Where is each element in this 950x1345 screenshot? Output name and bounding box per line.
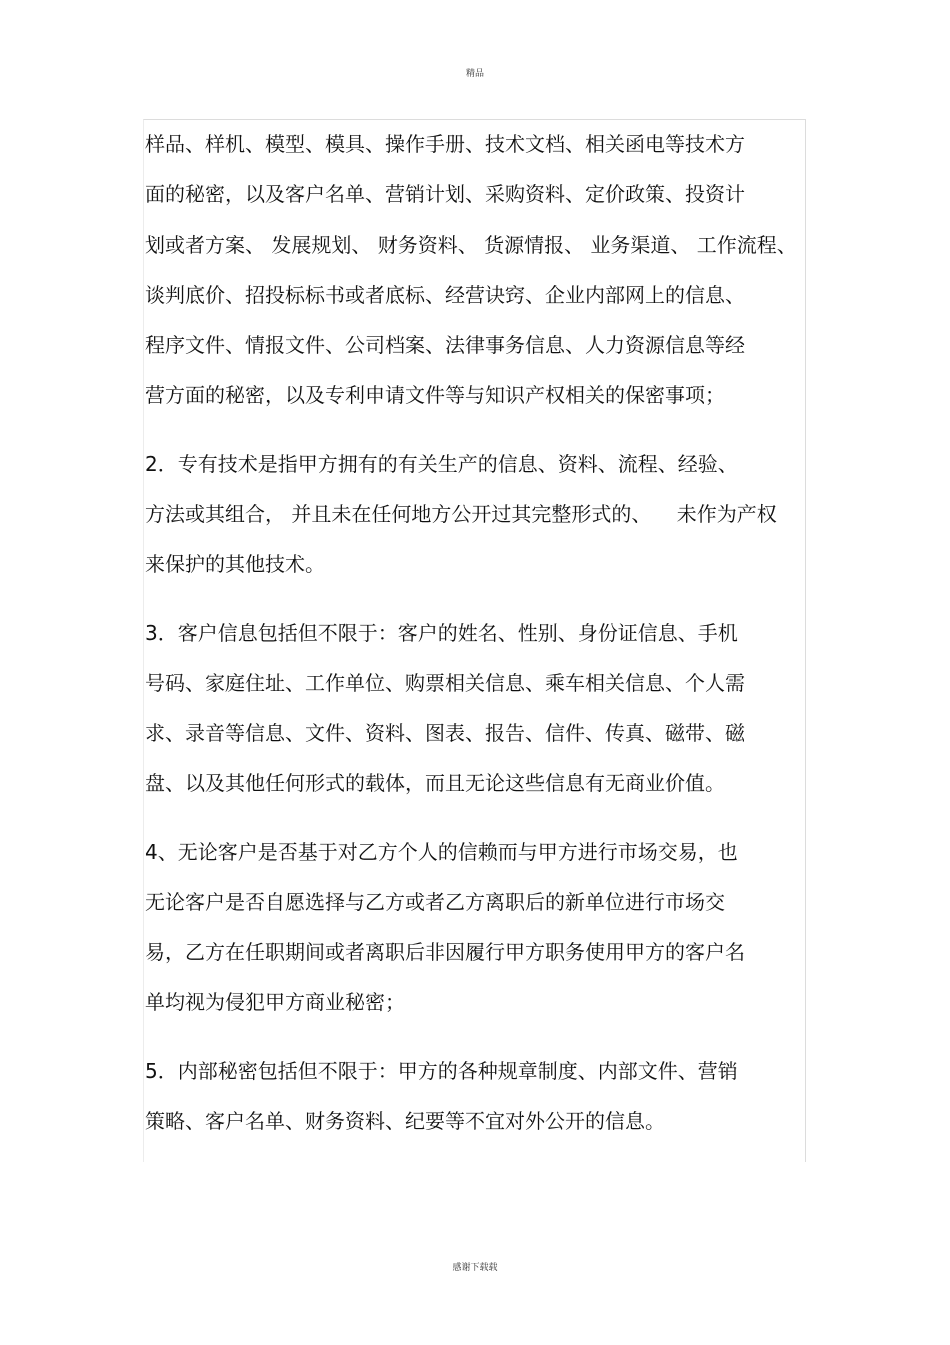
text-line: 方法或其组合， 并且未在任何地方公开过其完整形式的、 未作为产权 — [145, 502, 777, 526]
text-line: 2．专有技术是指甲方拥有的有关生产的信息、资料、流程、经验、 — [145, 452, 738, 476]
text-line: 单均视为侵犯甲方商业秘密； — [145, 990, 405, 1014]
text-line: 面的秘密，以及客户名单、营销计划、采购资料、定价政策、投资计 — [145, 182, 745, 206]
text-line: 盘、以及其他任何形式的载体，而且无论这些信息有无商业价值。 — [145, 771, 725, 795]
text-line: 号码、家庭住址、工作单位、购票相关信息、乘车相关信息、个人需 — [145, 671, 745, 695]
text-line: 求、录音等信息、文件、资料、图表、报告、信件、传真、磁带、磁 — [145, 721, 745, 745]
text-line: 策略、客户名单、财务资料、纪要等不宜对外公开的信息。 — [145, 1109, 665, 1133]
text-line: 划或者方案、 发展规划、 财务资料、 货源情报、 业务渠道、 工作流程、 — [145, 233, 797, 257]
text-line: 营方面的秘密，以及专利申请文件等与知识产权相关的保密事项； — [145, 383, 725, 407]
text-line: 4、无论客户是否基于对乙方个人的信赖而与甲方进行市场交易，也 — [145, 840, 738, 864]
page-header: 精品 — [465, 69, 484, 79]
text-line: 谈判底价、招投标标书或者底标、经营诀窍、企业内部网上的信息、 — [145, 283, 745, 307]
text-line: 程序文件、情报文件、公司档案、法律事务信息、人力资源信息等经 — [145, 333, 745, 357]
page-footer: 感谢下载载 — [452, 1263, 498, 1273]
text-line: 来保护的其他技术。 — [145, 552, 325, 576]
text-line: 样品、样机、模型、模具、操作手册、技术文档、相关函电等技术方 — [145, 132, 745, 156]
text-line: 无论客户是否自愿选择与乙方或者乙方离职后的新单位进行市场交 — [145, 890, 725, 914]
text-line: 3．客户信息包括但不限于：客户的姓名、性别、身份证信息、手机 — [145, 621, 738, 645]
text-line: 5．内部秘密包括但不限于：甲方的各种规章制度、内部文件、营销 — [145, 1059, 738, 1083]
text-line: 易，乙方在任职期间或者离职后非因履行甲方职务使用甲方的客户名 — [145, 940, 745, 964]
